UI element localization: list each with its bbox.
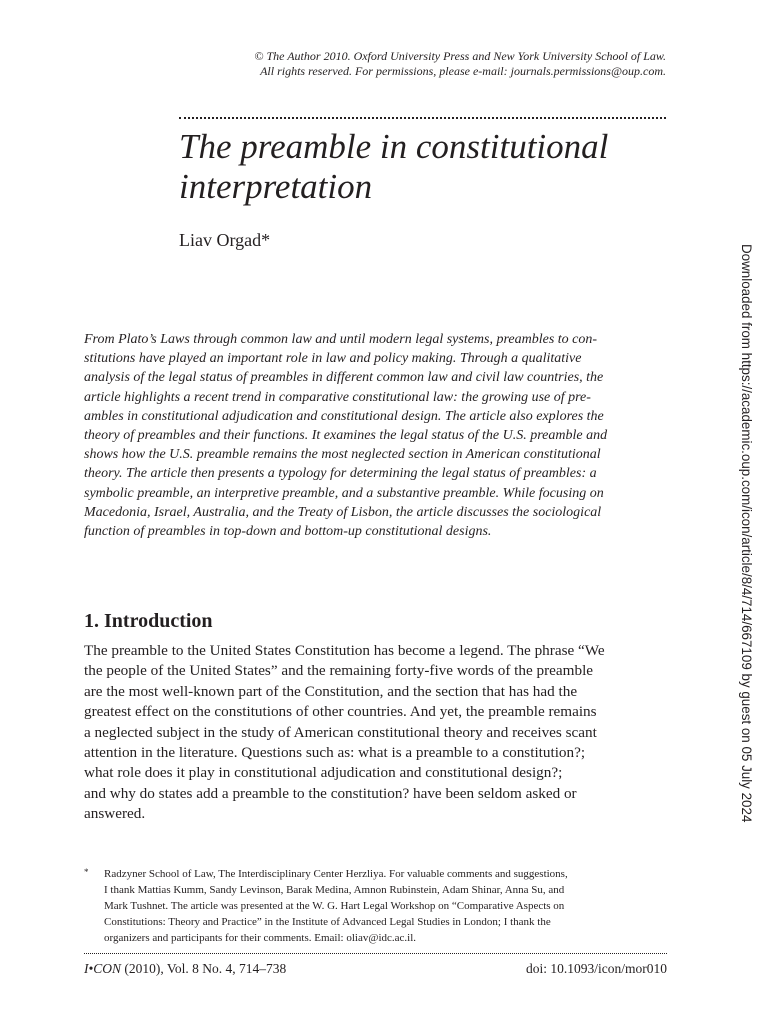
section-heading-introduction: 1. Introduction xyxy=(84,610,213,632)
paragraph-line: greatest effect on the constitutions of other countries. And yet, the preamble remains xyxy=(84,703,597,721)
abstract-line: theory of preambles and their functions. It examines the legal status of the U.S. preamble and xyxy=(84,428,608,444)
footnote-line: Mark Tushnet. The article was presented at the W. G. Hart Legal Workshop on “Comparative Aspects on xyxy=(104,900,565,912)
abstract-line: theory. The article then presents a typology for determining the legal status of preambles: a xyxy=(84,466,597,482)
copyright-notice xyxy=(170,49,666,79)
download-watermark-text: Downloaded from https://academic.oup.com/icon/article/8/4/714/667109 by guest on 05 July 2024 xyxy=(739,244,754,823)
copyright-line-1: © The Author 2010. Oxford University Press and New York University School of Law. xyxy=(254,49,666,63)
paragraph-line: what role does it play in constitutional adjudication and constitutional design?; xyxy=(84,764,563,782)
article-title-line-1: The preamble in constitutional xyxy=(179,127,609,166)
author-footnote xyxy=(84,866,667,946)
author-name: Liav Orgad* xyxy=(179,230,271,250)
footnote-line: Radzyner School of Law, The Interdisciplinary Center Herzliya. For valuable comments and suggestions, xyxy=(104,868,568,880)
paragraph-line: The preamble to the United States Constitution has become a legend. The phrase “We xyxy=(84,642,605,659)
journal-name: I•CON xyxy=(84,961,121,976)
abstract-line: From Plato’s Laws through common law and until modern legal systems, preambles to con- xyxy=(84,332,598,347)
journal-citation xyxy=(84,961,286,977)
footnote-line: organizers and participants for their comments. Email: oliav@idc.ac.il. xyxy=(104,932,417,944)
copyright-line-2: All rights reserved. For permissions, please e-mail: journals.permissions@oup.com. xyxy=(260,64,666,78)
abstract xyxy=(84,330,667,541)
volume-info: (2010), Vol. 8 No. 4, 714–738 xyxy=(120,961,287,976)
download-watermark xyxy=(736,244,756,823)
paragraph-line: and why do states add a preamble to the constitution? have been seldom asked or xyxy=(84,784,577,802)
title-divider xyxy=(179,117,666,119)
article-title xyxy=(179,127,666,207)
abstract-line: symbolic preamble, an interpretive preamble, and a substantive preamble. While focusing on xyxy=(84,485,604,501)
abstract-line: function of preambles in top-down and bottom-up constitutional designs. xyxy=(84,524,492,540)
footnote-marker: * xyxy=(84,867,89,877)
introduction-paragraph xyxy=(84,641,667,825)
footnote-text xyxy=(104,866,667,946)
abstract-line: stitutions have played an important role in law and policy making. Through a qualitative xyxy=(84,351,582,367)
paragraph-line: attention in the literature. Questions such as: what is a preamble to a constitution?; xyxy=(84,744,586,762)
abstract-line: ambles in constitutional adjudication and constitutional design. The article also explores the xyxy=(84,408,604,424)
article-title-line-2: interpretation xyxy=(179,167,373,206)
paragraph-line: a neglected subject in the study of American constitutional theory and receives scant xyxy=(84,723,597,741)
abstract-line: analysis of the legal status of preambles in different common law and civil law countries, the xyxy=(84,370,604,386)
paragraph-line: are the most well-known part of the Constitution, and the section that has had the xyxy=(84,682,578,700)
abstract-line: shows how the U.S. preamble remains the most neglected section in American constitutional xyxy=(84,447,601,463)
paragraph-line: answered. xyxy=(84,805,146,823)
footer-divider xyxy=(84,953,667,954)
paragraph-line: the people of the United States” and the remaining forty-five words of the preamble xyxy=(84,662,594,680)
doi-text: doi: 10.1093/icon/mor010 xyxy=(526,961,667,976)
abstract-line: Macedonia, Israel, Australia, and the Treaty of Lisbon, the article discusses the sociological xyxy=(84,504,602,520)
footnote-line: Constitutions: Theory and Practice” in the Institute of Advanced Legal Studies in London; I thank the xyxy=(104,916,551,928)
abstract-line: article highlights a recent trend in comparative constitutional law: the growing use of pre- xyxy=(84,389,591,405)
footnote-line: I thank Mattias Kumm, Sandy Levinson, Barak Medina, Amnon Rubinstein, Adam Shinar, Anna Su, and xyxy=(104,884,565,896)
